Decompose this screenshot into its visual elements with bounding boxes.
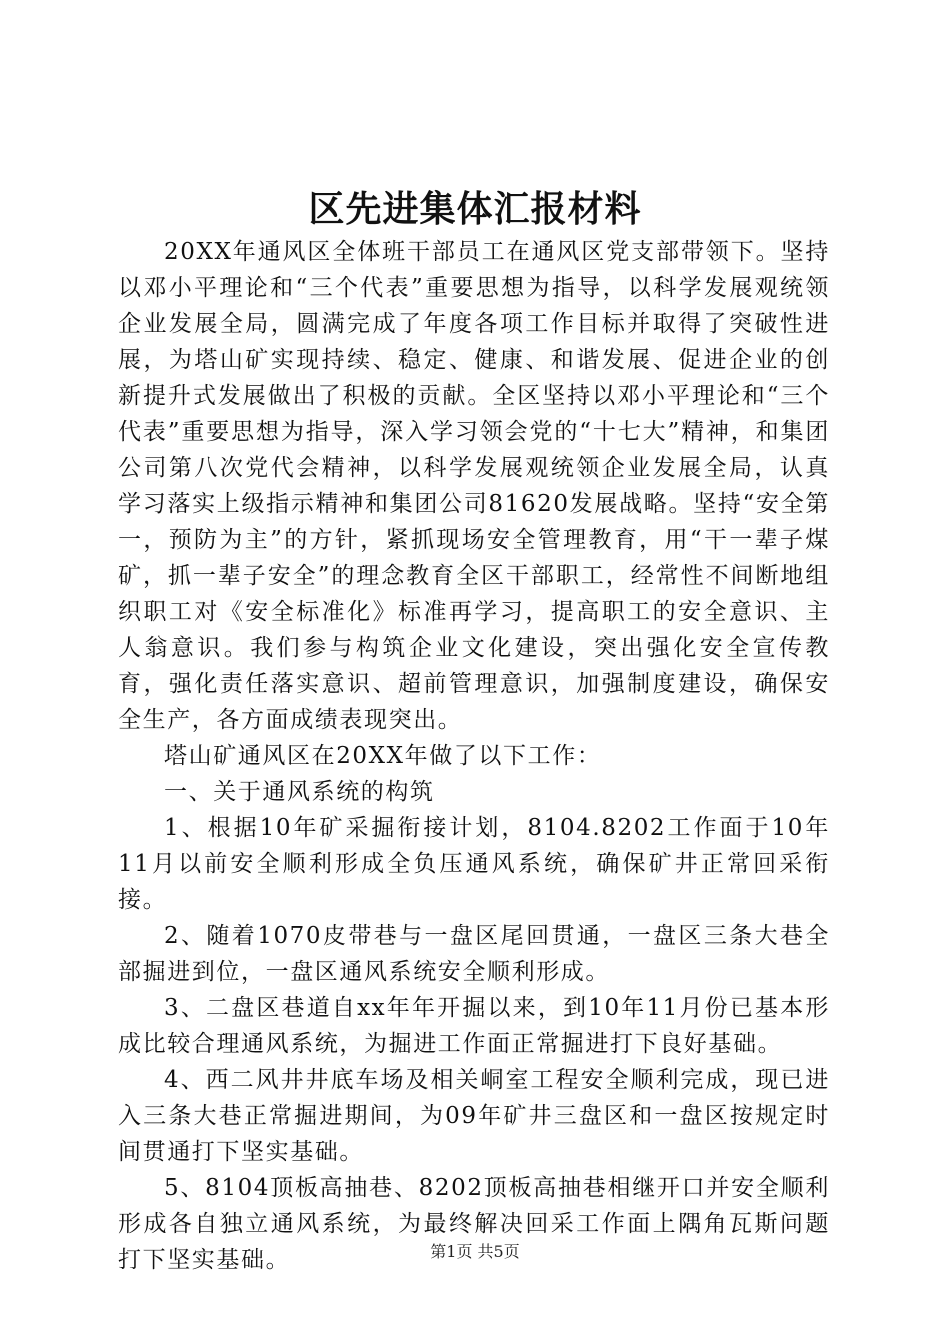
section-heading-ventilation: 一、关于通风系统的构筑 [164,779,435,805]
paragraph-intro: 20XX年通风区全体班干部员工在通风区党支部带领下。坚持以邓小平理论和“三个代表”重要思想为指导，以科学发展观统领企业发展全局，圆满完成了年度各项工作目标并取得了突破性进展，为塔山矿实现持续、稳定、健康、和谐发展、促进企业的创新提升式发展做出了积极的贡献。全区坚持以邓小平理论和“三个代表”重要思想为指导，深入学习领会党的“十七大”精神，和集团公司第八次党代会精神，以科学发展观统领企业发展全局，认真学习落实上级指示精神和集团公司81620发展战略。坚持“安全第一，预防为主”的方针，紧抓现场安全管理教育，用“干一辈子煤矿，抓一辈子安全”的理念教育全区干部职工，经常性不间断地组织职工对《安全标准化》标准再学习，提高职工的安全意识、主人翁意识。我们参与构筑企业文化建设，突出强化安全宣传教育，强化责任落实意识、超前管理意识，加强制度建设，确保安全生产，各方面成绩表现突出。 [118,239,830,733]
page-footer: 第1页 共5页 [430,1242,520,1261]
document-body [118,234,830,1278]
list-item-3: 3、二盘区巷道自xx年年开掘以来，到10年11月份已基本形成比较合理通风系统，为掘进工作面正常掘进打下良好基础。 [118,995,830,1057]
list-item-2: 2、随着1070皮带巷与一盘区尾回贯通，一盘区三条大巷全部掘进到位，一盘区通风系统安全顺利形成。 [118,923,830,985]
document-title: 区先进集体汇报材料 [308,188,642,230]
paragraph-work-summary: 塔山矿通风区在20XX年做了以下工作： [164,743,602,769]
list-item-4: 4、西二风井井底车场及相关峒室工程安全顺利完成，现已进入三条大巷正常掘进期间，为09年矿井三盘区和一盘区按规定时间贯通打下坚实基础。 [118,1067,830,1165]
list-item-1: 1、根据10年矿采掘衔接计划，8104.8202工作面于10年11月以前安全顺利形成全负压通风系统，确保矿井正常回采衔接。 [118,815,830,913]
list-item-5: 5、8104顶板高抽巷、8202顶板高抽巷相继开口并安全顺利形成各自独立通风系统，为最终解决回采工作面上隅角瓦斯问题打下坚实基础。 [118,1175,830,1273]
